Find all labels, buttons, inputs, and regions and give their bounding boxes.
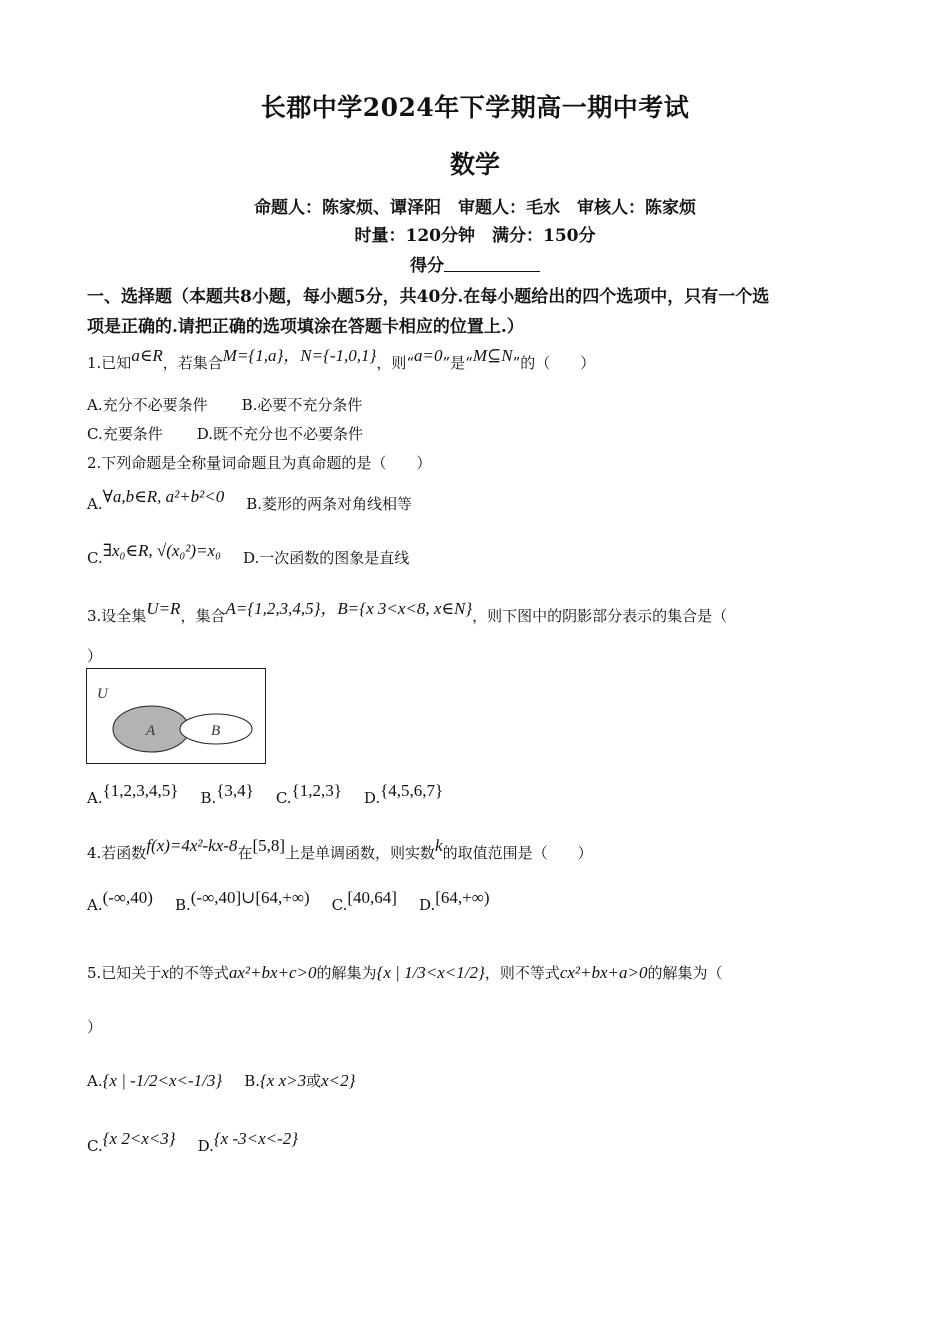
q5-option-b[interactable]: B.{x x>3或x<2} bbox=[244, 1071, 356, 1090]
score-blank[interactable] bbox=[444, 255, 540, 272]
score-label: 得分 bbox=[410, 256, 444, 276]
section-heading-line2: 项是正确的.请把正确的选项填涂在答题卡相应的位置上.） bbox=[87, 317, 524, 337]
score-line bbox=[0, 251, 950, 276]
q4-math-interval: [5,8] bbox=[252, 836, 286, 855]
question-3-options bbox=[87, 781, 444, 808]
exam-authors: 命题人：陈家烦、谭泽阳 审题人：毛水 审核人：陈家烦 bbox=[254, 198, 696, 218]
q3-math-universal: U=R bbox=[146, 599, 181, 618]
q4-math-k: k bbox=[435, 836, 443, 855]
question-3-stem: 3.设全集U=R，集合A={1,2,3,4,5}，B={x 3<x<8, x∈N}，则下图中的阴影部分表示的集合是（ bbox=[87, 599, 728, 625]
q1-math-a-in-r: a∈R bbox=[131, 346, 163, 365]
q3-math-sets: A={1,2,3,4,5}，B={x 3<x<8, x∈N} bbox=[225, 599, 473, 618]
question-3-stem-end: ） bbox=[87, 647, 103, 665]
venn-diagram bbox=[86, 668, 266, 764]
q1-option-b[interactable]: B.必要不充分条件 bbox=[241, 396, 363, 414]
question-5-stem-end: ） bbox=[87, 1018, 103, 1036]
q5-math-x: x bbox=[161, 963, 169, 982]
q2-option-c[interactable]: C.∃x₀∈R, √(x₀²)=x₀ bbox=[87, 541, 221, 567]
q1-option-c[interactable]: C.充要条件 bbox=[87, 425, 163, 443]
q5-option-a[interactable]: A.{x | -1/2<x<-1/3} bbox=[87, 1071, 223, 1090]
exam-title: 长郡中学2024年下学期高一期中考试 bbox=[260, 93, 690, 122]
question-5-options-row1 bbox=[87, 1070, 355, 1091]
venn-label-b: B bbox=[211, 723, 221, 739]
q5-option-d[interactable]: D.{x -3<x<-2} bbox=[197, 1129, 299, 1155]
q4-option-b[interactable]: B.(-∞,40]∪[64,+∞) bbox=[174, 888, 310, 914]
exam-time-info: 时量：120分钟 满分：150分 bbox=[354, 226, 596, 246]
q5-math-solution-set: {x | 1/3<x<1/2} bbox=[376, 963, 485, 982]
q1-math-sets: M={1,a}，N={-1,0,1} bbox=[222, 346, 377, 365]
q2-option-a[interactable]: A.∀a,b∈R, a²+b²<0 bbox=[87, 487, 225, 513]
question-4-stem: 4.若函数f(x)=4x²-kx-8在[5,8]上是单调函数，则实数k的取值范围是（ ） bbox=[87, 836, 593, 862]
question-2-options-row2 bbox=[87, 541, 410, 568]
venn-label-u: U bbox=[97, 686, 108, 702]
venn-label-a: A bbox=[146, 723, 156, 739]
q3-option-a[interactable]: A.{1,2,3,4,5} bbox=[87, 781, 179, 807]
q1-math-subset: M⊆N bbox=[472, 346, 513, 365]
q5-option-c[interactable]: C.{x 2<x<3} bbox=[87, 1129, 176, 1155]
q5-math-inequality-2: cx²+bx+a>0 bbox=[559, 963, 648, 982]
question-5-stem: 5.已知关于x的不等式ax²+bx+c>0的解集为{x | 1/3<x<1/2}，则不等式cx²+bx+a>0的解集为（ bbox=[87, 963, 723, 982]
question-1-options-row2 bbox=[87, 423, 363, 444]
q2-option-b[interactable]: B.菱形的两条对角线相等 bbox=[246, 495, 413, 513]
q3-option-b[interactable]: B.{3,4} bbox=[200, 781, 254, 807]
question-1-options-row1 bbox=[87, 394, 362, 415]
q3-option-c[interactable]: C.{1,2,3} bbox=[275, 781, 342, 807]
question-2-stem: 2.下列命题是全称量词命题且为真命题的是（ ） bbox=[87, 454, 432, 472]
q4-option-d[interactable]: D.[64,+∞) bbox=[418, 888, 490, 914]
q4-option-c[interactable]: C.[40,64] bbox=[331, 888, 397, 914]
q3-option-d[interactable]: D.{4,5,6,7} bbox=[363, 781, 444, 807]
q1-math-a-eq-0: a=0 bbox=[414, 346, 443, 365]
section-heading-line1: 一、选择题（本题共8小题，每小题5分，共40分.在每小题给出的四个选项中，只有一个选 bbox=[87, 287, 770, 307]
question-5-options-row2 bbox=[87, 1129, 299, 1156]
q5-math-inequality: ax²+bx+c>0 bbox=[228, 963, 317, 982]
q4-math-function: f(x)=4x²-kx-8 bbox=[146, 836, 238, 855]
question-2-options-row1 bbox=[87, 487, 413, 514]
exam-subject: 数学 bbox=[449, 150, 500, 179]
q1-option-a[interactable]: A.充分不必要条件 bbox=[87, 396, 208, 414]
question-4-options bbox=[87, 888, 490, 915]
q4-option-a[interactable]: A.(-∞,40) bbox=[87, 888, 153, 914]
question-1-stem: 1.已知a∈R，若集合M={1,a}，N={-1,0,1}，则“a=0”是“M⊆N”的（ ） bbox=[87, 346, 596, 372]
q1-option-d[interactable]: D.既不充分也不必要条件 bbox=[196, 425, 363, 443]
q2-option-d[interactable]: D.一次函数的图象是直线 bbox=[243, 549, 410, 567]
